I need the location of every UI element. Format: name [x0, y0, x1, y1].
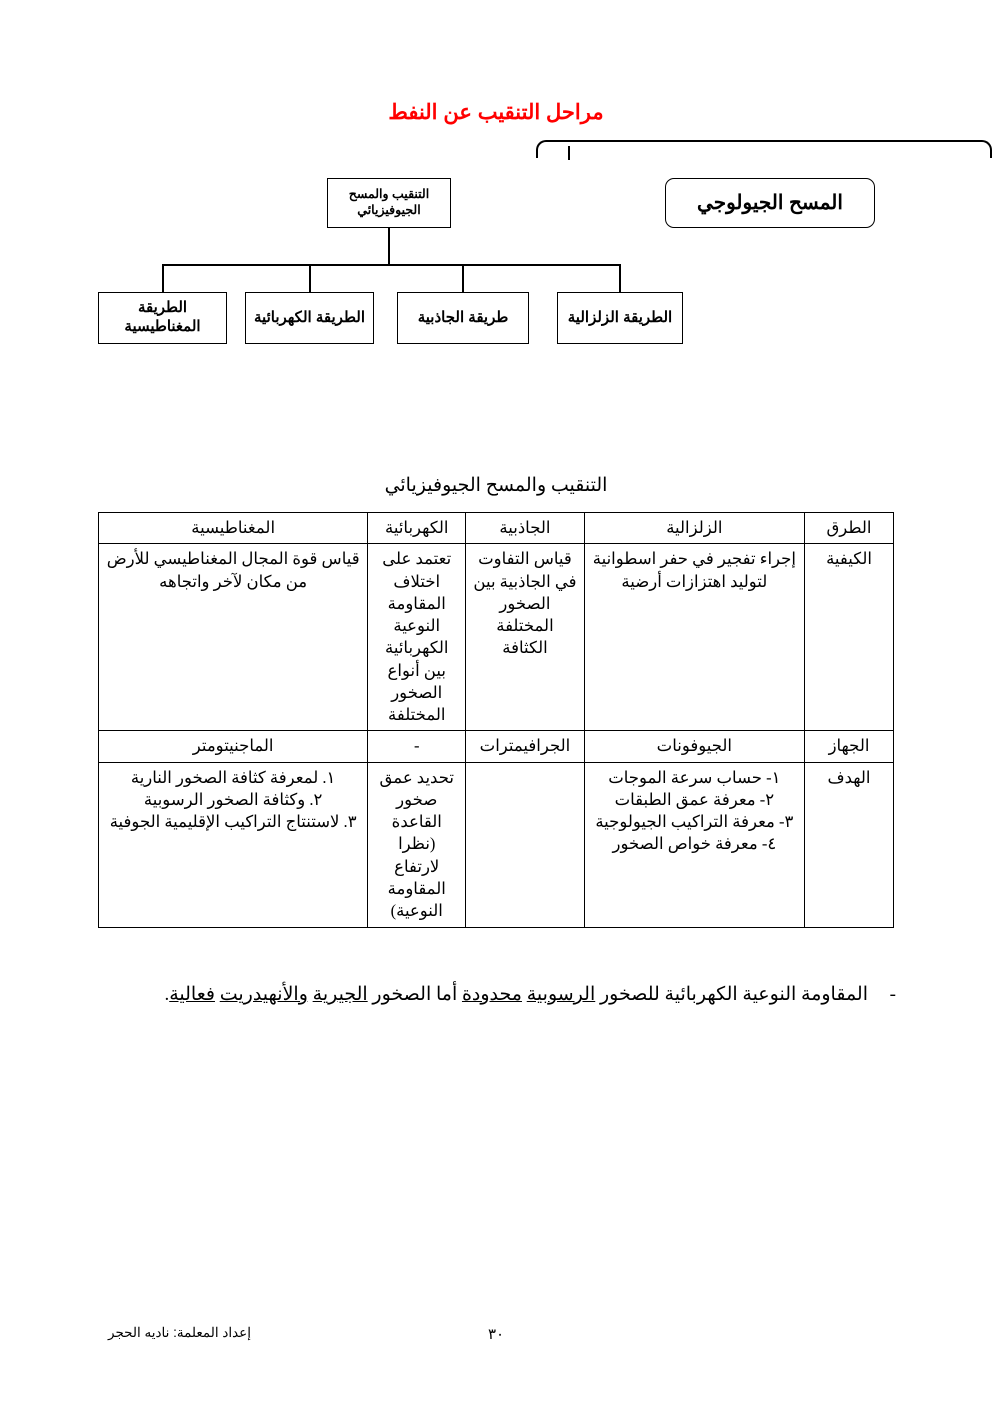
- page-title: مراحل التنقيب عن النفط: [388, 101, 604, 124]
- note-underline-2: محدودة: [461, 984, 522, 1005]
- note-text-6: .: [164, 984, 170, 1005]
- chart-node-geological-survey: المسح الجيولوجي: [665, 178, 875, 228]
- table-row: [99, 544, 894, 731]
- footer-credit: إعداد المعلمة: ناديه الحجر: [108, 1325, 251, 1340]
- table-header-magnetic: المغناطيسية: [99, 513, 368, 544]
- cell-goal-gravity: [466, 762, 584, 927]
- cell-how-electrical: تعتمد على اختلاف المقاومة النوعية الكهربائية بين أنواع الصخور المختلفة: [368, 544, 466, 731]
- table-row: [99, 762, 894, 927]
- note-body: [96, 978, 868, 1012]
- note-underline-1: الرسوبية: [526, 984, 596, 1005]
- chart-node-electrical-method: الطريقة الكهربائية: [245, 292, 374, 344]
- chart-node-gravity-method: طريقة الجاذبية: [397, 292, 529, 344]
- note-underline-3: الجيرية: [312, 984, 368, 1005]
- cell-device-magnetic: الماجنيتومتر: [99, 731, 368, 762]
- row-label-goal: الهدف: [805, 762, 894, 927]
- table-header-row: [99, 513, 894, 544]
- cell-device-electrical: -: [368, 731, 466, 762]
- page-number: ٣٠: [487, 1327, 505, 1343]
- cell-how-magnetic: قياس قوة المجال المغناطيسي للأرض من مكان لآخر واتجاهه: [99, 544, 368, 731]
- methods-comparison-table: [98, 512, 894, 928]
- chart-connector-horizontal: [162, 264, 620, 266]
- chart-node-seismic-method: الطريقة الزلزالية: [557, 292, 683, 344]
- chart-bracket: [536, 140, 992, 158]
- note-underline-5: فعالية: [169, 984, 215, 1005]
- note-text-3: أما الصخور: [367, 984, 462, 1005]
- table-header-gravity: الجاذبية: [466, 513, 584, 544]
- table-header-electrical: الكهربائية: [368, 513, 466, 544]
- note-bullet-dash: -: [889, 984, 896, 1005]
- chart-bracket-stem: [568, 146, 570, 160]
- org-chart: [0, 140, 992, 370]
- table-header-methods: الطرق: [805, 513, 894, 544]
- page-footer: [0, 1325, 992, 1347]
- chart-connector-vertical-root: [388, 228, 390, 264]
- cell-device-gravity: الجرافيمترات: [466, 731, 584, 762]
- cell-goal-magnetic: ١. لمعرفة كثافة الصخور النارية ٢. وكثافة الصخور الرسوبية ٣. لاستنتاج التراكيب الإقليمية الجوفية: [99, 762, 368, 927]
- chart-connector-leaf-4: [162, 264, 164, 292]
- cell-how-gravity: قياس التفاوت في الجاذبية بين الصخور المختلفة الكثافة: [466, 544, 584, 731]
- chart-node-exploration-geophysical-survey: التنقيب والمسح الجيوفيزيائي: [327, 178, 451, 228]
- table-header-seismic: الزلزالية: [584, 513, 804, 544]
- cell-goal-seismic: ١- حساب سرعة الموجات ٢- معرفة عمق الطبقات ٣- معرفة التراكيب الجيولوجية ٤- معرفة خواص الصخور: [584, 762, 804, 927]
- chart-connector-leaf-1: [619, 264, 621, 292]
- note-paragraph: [96, 978, 896, 1012]
- row-label-how: الكيفية: [805, 544, 894, 731]
- table-row: [99, 731, 894, 762]
- note-underline-4: والأنهيدريت: [219, 984, 308, 1005]
- note-text-1: المقاومة النوعية الكهربائية للصخور: [595, 984, 868, 1005]
- cell-goal-electrical: تحديد عمق صخور القاعدة (نظرا لارتفاع المقاومة النوعية): [368, 762, 466, 927]
- chart-node-magnetic-method: الطريقة المغناطيسية: [98, 292, 227, 344]
- chart-connector-leaf-2: [462, 264, 464, 292]
- row-label-device: الجهاز: [805, 731, 894, 762]
- cell-device-seismic: الجيوفونات: [584, 731, 804, 762]
- chart-connector-leaf-3: [309, 264, 311, 292]
- table-caption: التنقيب والمسح الجيوفيزيائي: [384, 475, 608, 496]
- cell-how-seismic: إجراء تفجير في حفر اسطوانية لتوليد اهتزازات أرضية: [584, 544, 804, 731]
